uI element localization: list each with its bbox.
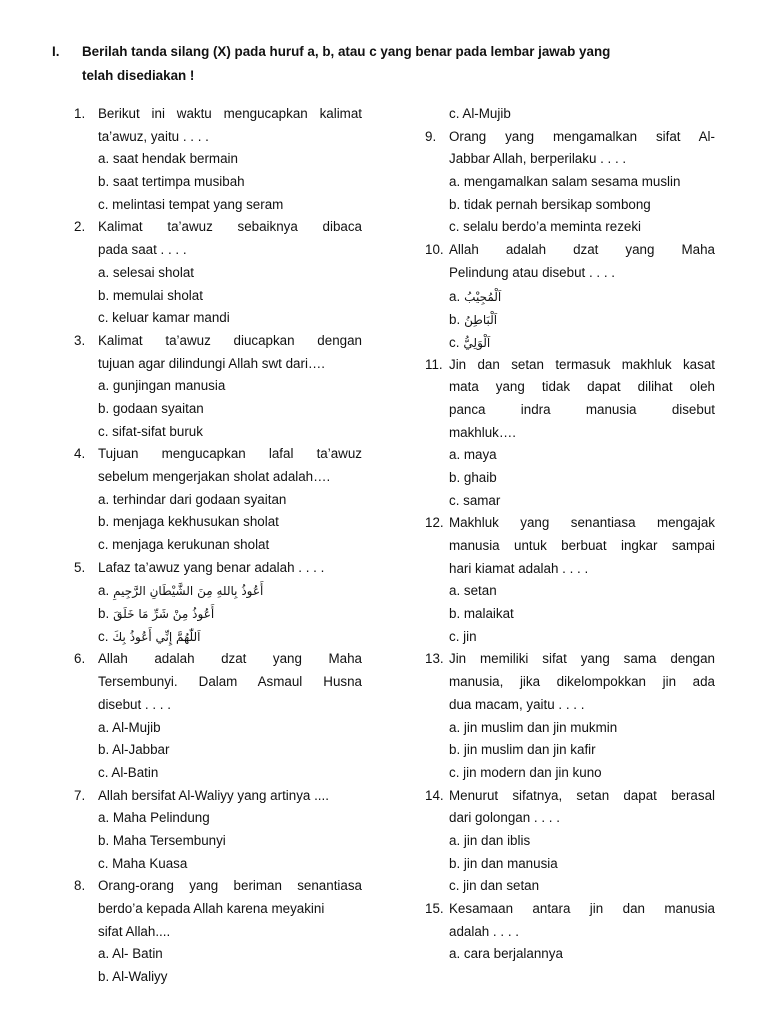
line-text-content: c. samar [449,492,501,508]
line-text-content: ta’awuz, yaitu . . . . [98,128,209,144]
text-line [74,307,362,330]
line-text-content: c. sifat-sifat buruk [98,423,203,439]
line-text-content: Orang-orang yang beriman senantiasa [98,878,362,894]
text-line [425,467,715,490]
line-text-content: Kalimat ta’awuz diucapkan dengan [98,332,362,348]
arabic-text: اَلْبَاطِنُ [464,312,498,327]
line-text [449,717,715,740]
text-line [425,422,715,445]
text-line [74,943,362,966]
line-text [98,898,362,921]
line-text [98,853,362,876]
line-text [98,466,362,489]
text-line [425,444,715,467]
arabic-choice-line [74,579,362,602]
text-line [425,762,715,785]
arabic-choice-line [74,602,362,625]
question-line [74,443,362,466]
line-text [98,375,362,398]
arabic-choice-line [425,285,715,308]
line-text [449,671,715,694]
question-text [449,354,715,377]
line-text [98,943,362,966]
line-text-content: c. Al-Batin [98,764,159,780]
text-line [74,375,362,398]
line-text [98,762,362,785]
line-text-content: c. Maha Kuasa [98,855,188,871]
text-line [74,148,362,171]
line-text-content: c. Al-Mujib [449,106,511,121]
text-line [425,399,715,422]
line-text-content: Jabbar Allah, berperilaku . . . . [449,151,627,167]
arabic-text: اَلْمُجِيْبُ [464,289,502,304]
text-line [74,126,362,149]
line-text-content: b. jin dan manusia [449,855,558,871]
question-number: 13. [425,651,444,667]
text-line [74,739,362,762]
line-text [449,535,715,558]
question-line [425,648,715,671]
line-text-content: b. tidak pernah bersikap sombong [449,196,651,212]
line-text-content: a. gunjingan manusia [98,378,226,394]
text-line [74,534,362,557]
line-text [98,534,362,557]
line-text [98,307,362,330]
question-number: 6. [74,651,86,667]
line-text-content: b. malaikat [449,606,514,622]
line-text-content: b. godaan syaitan [98,400,204,416]
line-text-content: a. Al-Mujib [98,719,161,735]
text-line [425,717,715,740]
line-text-content: b. Al-Jabbar [98,742,170,758]
text-line [425,262,715,285]
text-line [425,490,715,513]
text-line [425,558,715,581]
text-line [74,694,362,717]
line-text [449,376,715,399]
line-text [98,421,362,444]
line-text-content: hari kiamat adalah . . . . [449,560,589,576]
line-text-content: Makhluk yang senantiasa mengajak [449,515,715,531]
line-text-content: b. jin muslim dan jin kafir [449,742,596,758]
arabic-choice-line [74,625,362,648]
line-text [98,739,362,762]
line-text [449,694,715,717]
question-text [98,875,362,898]
text-line [74,262,362,285]
line-text-content: b. menjaga kekhusukan sholat [98,514,279,530]
left-column [74,103,362,989]
line-text-content: c. [449,334,460,350]
question-text [98,216,362,239]
line-text-content: Allah adalah dzat yang Maha [449,242,715,258]
section-number: I. [52,44,60,59]
text-line [425,603,715,626]
question-line [74,648,362,671]
text-line [425,194,715,217]
line-text [449,490,715,513]
line-text [449,194,715,217]
instruction-text: Berilah tanda silang (X) pada huruf a, b, atau c yang benar pada lembar jawab yang [82,44,611,59]
text-line [74,762,362,785]
arabic-text: أَعُوذُ مِنْ شَرِّ مَا خَلَقَ [113,607,215,622]
line-text-content: Menurut sifatnya, setan dapat berasal [449,787,715,803]
text-line [74,853,362,876]
line-text-content: a. [98,583,110,599]
line-text [98,148,362,171]
line-text [98,694,362,717]
line-text-content: a. selesai sholat [98,264,195,280]
text-line [425,171,715,194]
line-text [98,126,362,149]
line-text-content: sifat Allah.... [98,923,171,939]
question-line [425,354,715,377]
line-text [449,331,715,355]
line-text-content: c. keluar kamar mandi [98,310,230,326]
line-text [98,171,362,194]
line-text-content: b. Al-Waliyy [98,969,168,985]
question-text [449,239,715,262]
question-number: 8. [74,878,86,894]
text-line [74,421,362,444]
line-text-content: adalah . . . . [449,923,519,939]
line-text [449,853,715,876]
text-line [425,853,715,876]
line-text-content: Allah adalah dzat yang Maha [98,651,362,667]
text-line [425,216,715,239]
line-text [98,807,362,830]
line-text-content: b. [449,311,461,327]
line-text-content: sebelum mengerjakan sholat adalah…. [98,469,331,484]
text-line [74,921,362,944]
line-text-content: b. memulai sholat [98,287,203,303]
right-column [425,103,715,966]
line-text [449,603,715,626]
line-text [449,558,715,581]
line-text [98,285,362,308]
question-line [74,330,362,353]
question-number: 11. [425,356,443,372]
line-text [98,194,362,217]
line-text-content: a. setan [449,583,497,599]
text-line [425,807,715,830]
question-line [74,216,362,239]
arabic-choice-line [425,331,715,354]
line-text [449,739,715,762]
line-text [449,921,715,944]
text-line [74,717,362,740]
line-text [98,511,362,534]
line-text [449,422,715,445]
question-line [425,785,715,808]
line-text [449,943,715,966]
text-line [425,626,715,649]
line-text-content: berdo’a kepada Allah karena meyakini [98,901,325,916]
text-line [425,739,715,762]
line-text-content: c. selalu berdo’a meminta rezeki [449,219,642,235]
line-text [449,875,715,898]
text-line [74,171,362,194]
question-number: 3. [74,332,86,348]
line-text-content: Berikut ini waktu mengucapkan kalimat [98,106,362,121]
line-text [449,807,715,830]
line-text [98,717,362,740]
line-text-content: c. melintasi tempat yang seram [98,196,284,212]
text-line [425,103,715,126]
question-text [98,330,362,353]
question-line [74,557,362,580]
text-line [74,830,362,853]
line-text-content: Jin memiliki sifat yang sama dengan [449,651,715,667]
line-text [449,762,715,785]
line-text-content: manusia, jika dikelompokkan jin ada [449,674,715,690]
line-text-content: pada saat . . . . [98,242,187,258]
text-line [425,376,715,399]
question-line [425,512,715,535]
line-text [98,602,362,626]
question-line [74,103,362,126]
line-text-content: Jin dan setan termasuk makhluk kasat [449,356,715,372]
line-text [449,626,715,649]
line-text-content: dari golongan . . . . [449,810,560,826]
question-text [449,898,715,921]
line-text-content: c. menjaga kerukunan sholat [98,537,270,553]
text-line [74,194,362,217]
question-line [74,785,362,808]
line-text-content: a. jin dan iblis [449,832,531,848]
question-number: 12. [425,515,444,531]
line-text-content: a. Maha Pelindung [98,810,210,826]
text-line [74,807,362,830]
question-text [449,785,715,808]
arabic-text: أَعُوذُ بِاللهِ مِنَ الشَّيْطَانِ الرَّجِيمِ [113,584,264,599]
question-text [98,103,362,126]
question-number: 1. [74,106,86,121]
line-text-content: c. jin dan setan [449,878,540,894]
line-text-content: c. jin modern dan jin kuno [449,764,602,780]
text-line [425,830,715,853]
line-text-content: panca indra manusia disebut [449,401,715,417]
text-line [74,511,362,534]
text-line [74,671,362,694]
line-text-content: a. jin muslim dan jin mukmin [449,719,618,735]
question-text [98,443,362,466]
text-line [74,285,362,308]
text-line [425,694,715,717]
line-text [449,580,715,603]
question-number: 9. [425,128,437,144]
line-text-content: mata yang tidak dapat dilihat oleh [449,379,715,395]
line-text-content: Tersembunyi. Dalam Asmaul Husna [98,674,362,690]
line-text [98,966,362,989]
question-text [98,557,362,580]
question-number: 2. [74,219,86,235]
line-text [98,489,362,512]
line-text [98,579,362,603]
line-text [449,308,715,332]
text-line [74,239,362,262]
line-text-content: b. saat tertimpa musibah [98,174,245,190]
arabic-choice-line [425,308,715,331]
line-text-content: c. jin [449,628,477,644]
arabic-text: اَللّٰهُمَّ إِنِّي أَعُوذُ بِكَ [112,630,201,645]
question-number: 5. [74,559,86,575]
line-text [449,399,715,422]
line-text [98,921,362,944]
line-text [98,262,362,285]
question-line [74,875,362,898]
line-text-content: Tujuan mengucapkan lafal ta’awuz [98,446,362,462]
question-number: 14. [425,787,444,803]
text-line [425,875,715,898]
line-text-content: Orang yang mengamalkan sifat Al- [449,128,715,144]
text-line [74,966,362,989]
question-number: 7. [74,787,86,803]
text-line [425,921,715,944]
line-text [98,830,362,853]
text-line [425,148,715,171]
line-text-content: Allah bersifat Al-Waliyy yang artinya .... [98,787,329,803]
line-text-content: disebut . . . . [98,696,171,712]
line-text [98,625,362,649]
line-text-content: Kalimat ta’awuz sebaiknya dibaca [98,219,362,235]
text-line [74,898,362,921]
line-text-content: a. mengamalkan salam sesama muslin [449,174,681,190]
question-number: 15. [425,901,444,916]
line-text-content: tujuan agar dilindungi Allah swt dari…. [98,355,326,371]
line-text-content: a. cara berjalannya [449,946,563,962]
line-text-content: a. saat hendak bermain [98,151,238,167]
line-text-content: Kesamaan antara jin dan manusia [449,901,715,916]
line-text [449,262,715,285]
text-line [74,353,362,376]
instruction-text-continued: telah disediakan ! [82,68,195,83]
line-text-content: b. ghaib [449,469,497,485]
line-text-content: a. [449,288,461,304]
question-line [425,239,715,262]
question-text [449,126,715,149]
line-text-content: makhluk…. [449,424,516,440]
line-text [449,830,715,853]
line-text [449,467,715,490]
line-text [98,671,362,694]
line-text [449,444,715,467]
line-text-content: a. maya [449,447,497,463]
line-text [98,398,362,421]
question-line [425,898,715,921]
text-line [425,671,715,694]
question-number: 10. [425,242,444,258]
question-text [449,648,715,671]
line-text [98,353,362,376]
text-line [74,489,362,512]
line-text [449,148,715,171]
line-text-content: a. Al- Batin [98,946,163,962]
line-text-content: c. [98,629,109,645]
text-line [74,466,362,489]
line-text [449,285,715,309]
question-text [449,512,715,535]
text-line [425,535,715,558]
line-text-content: Lafaz ta’awuz yang benar adalah . . . . [98,559,325,575]
question-line [425,126,715,149]
line-text [449,216,715,239]
line-text-content: dua macam, yaitu . . . . [449,696,585,712]
text-line [425,580,715,603]
line-text-content: b. Maha Tersembunyi [98,832,226,848]
line-text-content: a. terhindar dari godaan syaitan [98,491,287,507]
question-text [98,785,362,808]
text-line [425,943,715,966]
text-line [74,398,362,421]
arabic-text: اَلْوَلِيُّ [463,335,491,350]
line-text [449,171,715,194]
line-text-content: Pelindung atau disebut . . . . [449,264,616,280]
line-text-content: manusia untuk berbuat ingkar sampai [449,538,715,553]
question-number: 4. [74,446,86,462]
question-text [98,648,362,671]
line-text [449,103,715,126]
line-text [98,239,362,262]
line-text-content: b. [98,606,110,622]
